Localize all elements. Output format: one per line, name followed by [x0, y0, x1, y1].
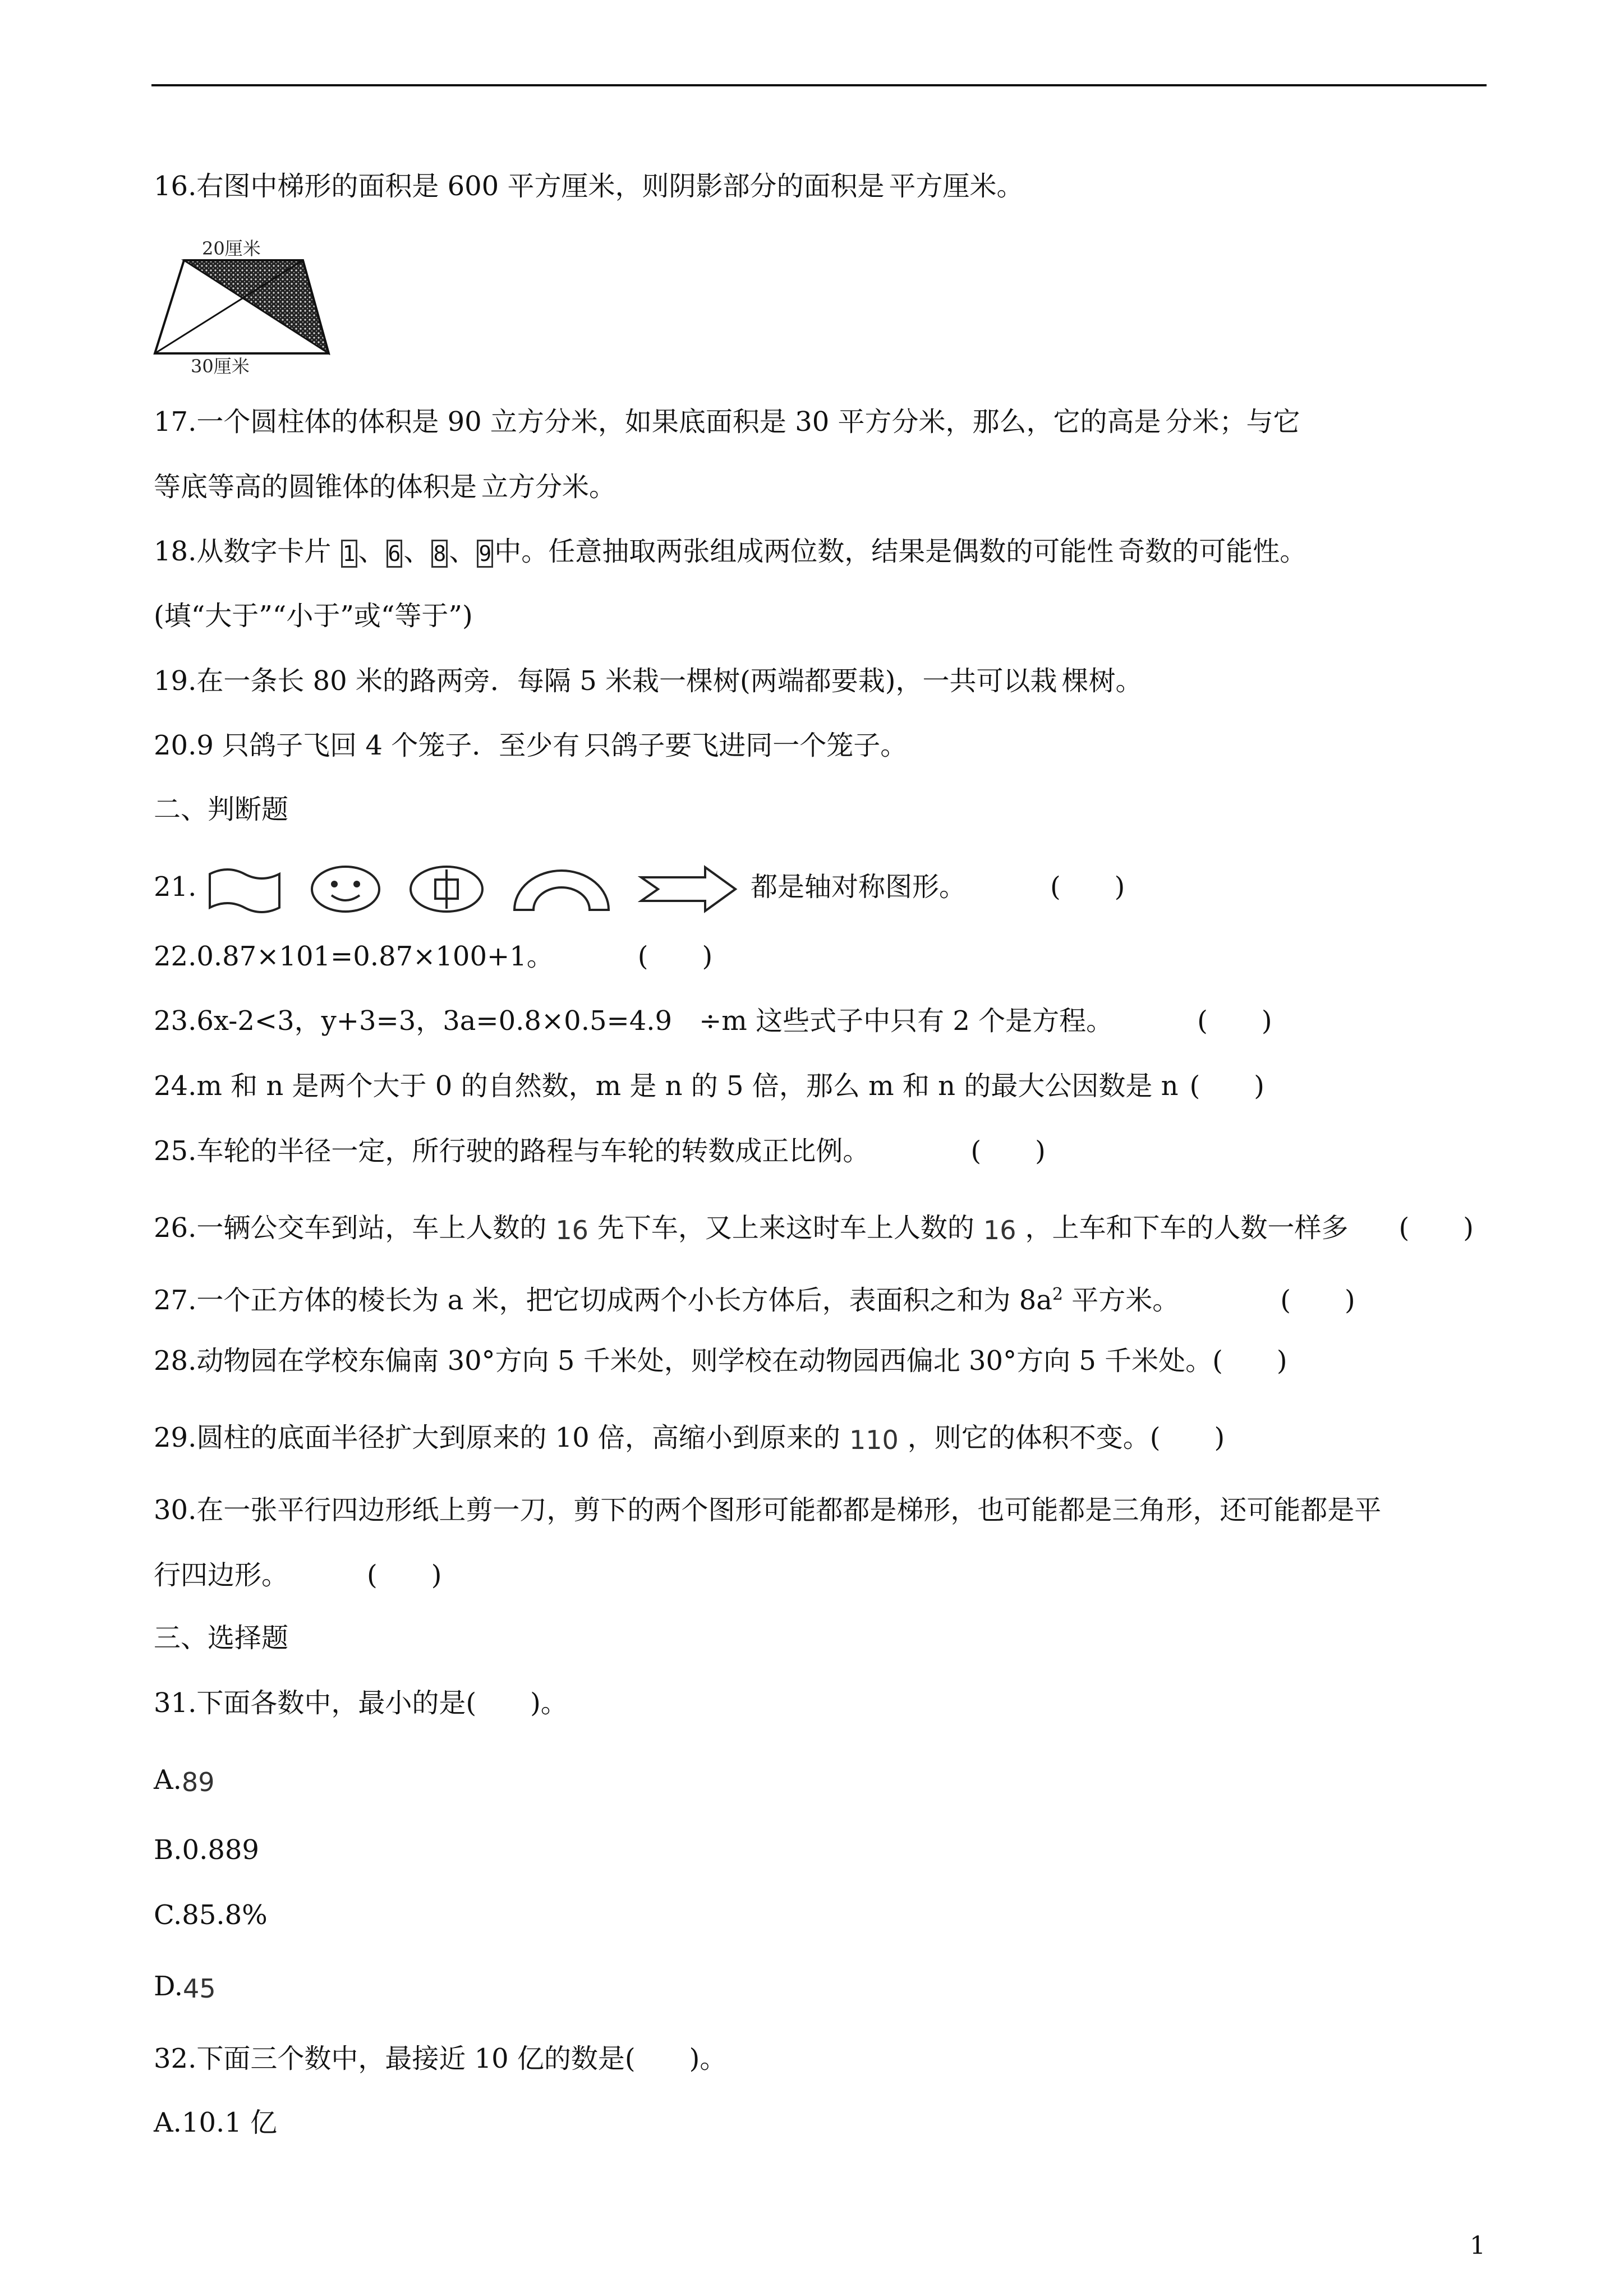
- option-a[interactable]: A.89: [154, 1764, 215, 1797]
- digit-card: 6: [387, 540, 403, 568]
- answer-parentheses[interactable]: ( ): [1212, 1345, 1287, 1377]
- question-29: 29.圆柱的底面半径扩大到原来的 10 倍，高缩小到原来的 110 ，则它的体积不变。( ): [154, 1422, 1225, 1455]
- option-b[interactable]: B.0.889: [154, 1834, 259, 1866]
- digit-card: 8: [431, 540, 448, 568]
- fraction-one-sixth: 16: [555, 1214, 588, 1245]
- question-30-line2: 行四边形。 ( ): [154, 1559, 442, 1591]
- smiley-face-icon: [309, 864, 382, 914]
- option-d[interactable]: D.45: [154, 1971, 216, 2004]
- question-28: 28.动物园在学校东偏南 30°方向 5 千米处，则学校在动物园西偏北 30°方向 5 千米处。( ): [154, 1345, 1287, 1377]
- question-23: 23.6x-2<3，y+3=3，3a=0.8×0.5=4.9 ÷m 这些式子中只有 2 个是方程。 ( ): [154, 1005, 1272, 1037]
- arrow-shape-icon: [638, 864, 739, 914]
- section-heading-choice: 三、选择题: [154, 1622, 289, 1654]
- question-25: 25.车轮的半径一定，所行驶的路程与车轮的转数成正比例。 ( ): [154, 1135, 1046, 1167]
- top-length-label: 20厘米: [202, 238, 261, 259]
- question-27: 27.一个正方体的棱长为 a 米，把它切成两个小长方体后，表面积之和为 $8a^2$ 平方米。 ( ): [154, 1285, 1355, 1316]
- answer-parentheses[interactable]: ( ): [970, 1135, 1046, 1167]
- answer-parentheses[interactable]: ( ): [1280, 1285, 1355, 1316]
- question-16: 16.右图中梯形的面积是 600 平方厘米，则阴影部分的面积是 平方厘米。: [154, 171, 1024, 202]
- question-18-line2: (填“大于”“小于”或“等于”): [154, 600, 473, 632]
- digit-card: 1: [341, 540, 357, 568]
- option-a[interactable]: A.10.1 亿: [154, 2107, 278, 2138]
- answer-parentheses[interactable]: ( ): [1189, 1070, 1264, 1102]
- fraction-four-fifths: 45: [183, 1973, 216, 2004]
- question-20: 20.9 只鸽子飞回 4 个笼子．至少有 只鸽子要飞进同一个笼子。: [154, 730, 908, 761]
- option-c[interactable]: C.85.8%: [154, 1899, 268, 1931]
- answer-parentheses[interactable]: ( ): [1149, 1422, 1225, 1453]
- question-24: 24.m 和 n 是两个大于 0 的自然数，m 是 n 的 5 倍，那么 m 和 n 的最大公因数是 n ( ): [154, 1070, 1264, 1102]
- question-32: 32.下面三个数中，最接近 10 亿的数是( )。: [154, 2043, 727, 2074]
- header-rule: [151, 84, 1487, 86]
- question-18-line1: 18.从数字卡片 1 、 6 、 8 、 9 中。任意抽取两张组成两位数，结果是偶数的可能性 奇数的可能性。: [154, 536, 1307, 567]
- bottom-length-label: 30厘米: [191, 356, 250, 375]
- fraction-one-sixth: 16: [983, 1214, 1016, 1245]
- section-heading-judgement: 二、判断题: [154, 794, 289, 825]
- answer-parentheses[interactable]: ( ): [1398, 1212, 1474, 1244]
- question-17-line1: 17.一个圆柱体的体积是 90 立方分米，如果底面积是 30 平方分米，那么，它的高是 分米；与它: [154, 406, 1300, 438]
- question-31: 31.下面各数中，最小的是( )。: [154, 1687, 568, 1719]
- question-30-line1: 30.在一张平行四边形纸上剪一刀，剪下的两个图形可能都都是梯形，也可能都是三角形，还可能都是平: [154, 1494, 1382, 1526]
- trapezoid-figure: [151, 229, 337, 375]
- answer-parentheses[interactable]: ( ): [1050, 871, 1125, 903]
- coin-shape-icon: [407, 864, 486, 914]
- question-26: 26.一辆公交车到站，车上人数的 16 先下车，又上来这时车上人数的 16 ，上车和下车的人数一样多 ( ): [154, 1212, 1474, 1245]
- flag-shape-icon: [205, 864, 284, 914]
- arch-shape-icon: [511, 864, 612, 914]
- question-17-line2: 等底等高的圆锥体的体积是 立方分米。: [154, 471, 617, 503]
- fraction-one-tenth: 110: [849, 1424, 899, 1455]
- question-22: 22.0.87×101=0.87×100+1。 ( ): [154, 941, 713, 972]
- question-19: 19.在一条长 80 米的路两旁．每隔 5 米栽一棵树(两端都要栽)，一共可以栽 棵树。: [154, 665, 1143, 697]
- page-number: 1: [1470, 2231, 1485, 2260]
- answer-parentheses[interactable]: ( ): [637, 941, 713, 972]
- fraction-eight-ninths: 89: [181, 1766, 215, 1797]
- answer-parentheses[interactable]: ( ): [367, 1559, 442, 1591]
- digit-card: 9: [477, 540, 493, 568]
- answer-parentheses[interactable]: ( ): [1197, 1005, 1272, 1037]
- question-21: 21. 都是轴对称图形。 ( ): [154, 862, 1125, 914]
